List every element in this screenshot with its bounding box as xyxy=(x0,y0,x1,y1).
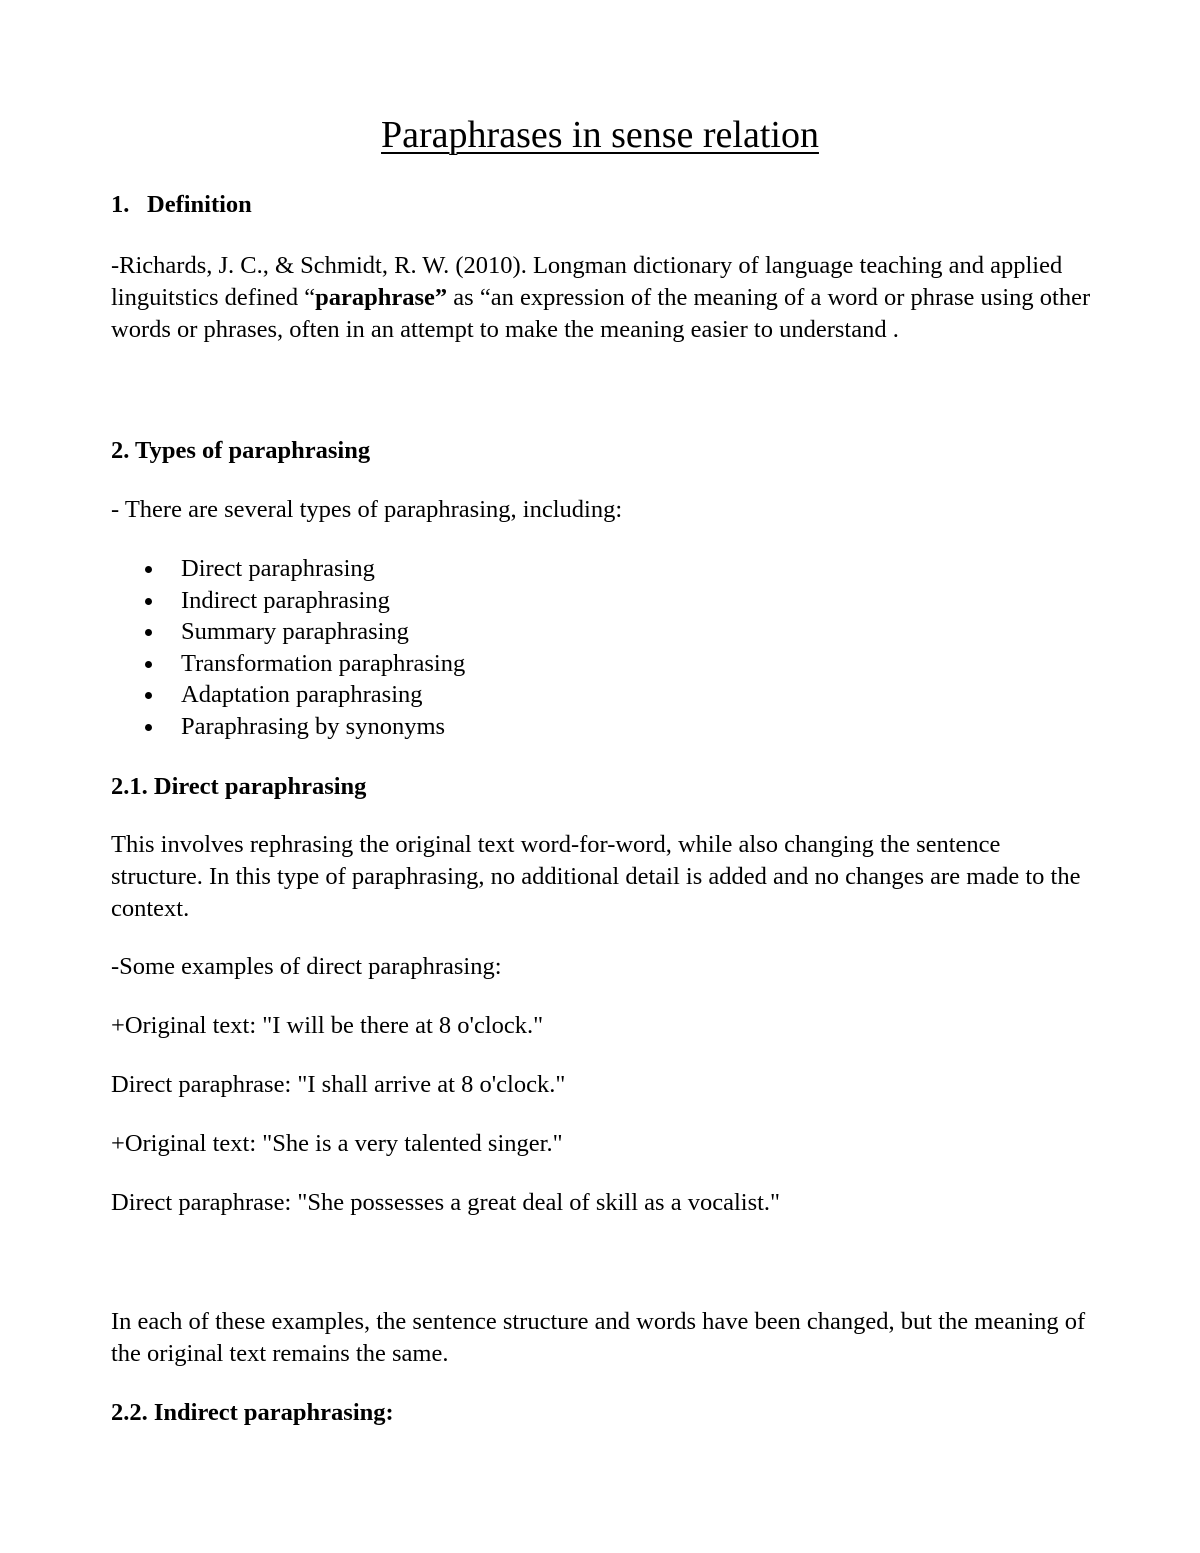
list-item: Adaptation paraphrasing xyxy=(111,679,1011,711)
section-1-heading-text: Definition xyxy=(147,191,252,218)
example-1-original: +Original text: "I will be there at 8 o'clock." xyxy=(111,1012,544,1039)
bullet-icon xyxy=(145,724,152,731)
section-2-2-heading: 2.2. Indirect paraphrasing: xyxy=(111,1399,394,1426)
examples-intro: -Some examples of direct paraphrasing: xyxy=(111,953,502,980)
list-item: Paraphrasing by synonyms xyxy=(111,711,1011,743)
bullet-icon xyxy=(145,566,152,573)
section-1-number: 1. xyxy=(111,191,130,218)
bullet-icon xyxy=(145,598,152,605)
example-2-original: +Original text: "She is a very talented singer." xyxy=(111,1130,563,1157)
examples-conclusion: In each of these examples, the sentence structure and words have been changed, but the meaning of the original text remains the same. xyxy=(111,1308,1086,1367)
document-title: Paraphrases in sense relation xyxy=(381,114,819,156)
types-list xyxy=(111,553,1011,743)
example-2-paraphrase: Direct paraphrase: "She possesses a great deal of skill as a vocalist." xyxy=(111,1189,781,1216)
list-item: Transformation paraphrasing xyxy=(111,648,1011,680)
bullet-icon xyxy=(145,661,152,668)
section-1-heading xyxy=(111,189,1091,221)
definition-bold-term: paraphrase” xyxy=(315,284,448,311)
types-intro: - There are several types of paraphrasing, including: xyxy=(111,496,623,523)
direct-paraphrasing-description: This involves rephrasing the original text word-for-word, while also changing the sentence structure. In this type of paraphrasing, no additional detail is added and no changes are made to the context. xyxy=(111,831,1081,922)
list-item: Direct paraphrasing xyxy=(111,553,1011,585)
definition-text-after: as “an expression of the meaning of a word or phrase using other words or phrases, often in an attempt to make the meaning easier to understand . xyxy=(111,284,1091,343)
definition-paragraph xyxy=(111,250,1091,346)
list-item: Indirect paraphrasing xyxy=(111,585,1011,617)
definition-text-before: -Richards, J. C., & Schmidt, R. W. (2010). Longman dictionary of language teaching and applied linguitstics defined “ xyxy=(111,252,1063,311)
bullet-icon xyxy=(145,629,152,636)
example-1-paraphrase: Direct paraphrase: "I shall arrive at 8 o'clock." xyxy=(111,1071,566,1098)
bullet-icon xyxy=(145,692,152,699)
list-item: Summary paraphrasing xyxy=(111,616,1011,648)
section-2-heading: 2. Types of paraphrasing xyxy=(111,437,371,464)
section-2-1-heading: 2.1. Direct paraphrasing xyxy=(111,773,367,800)
